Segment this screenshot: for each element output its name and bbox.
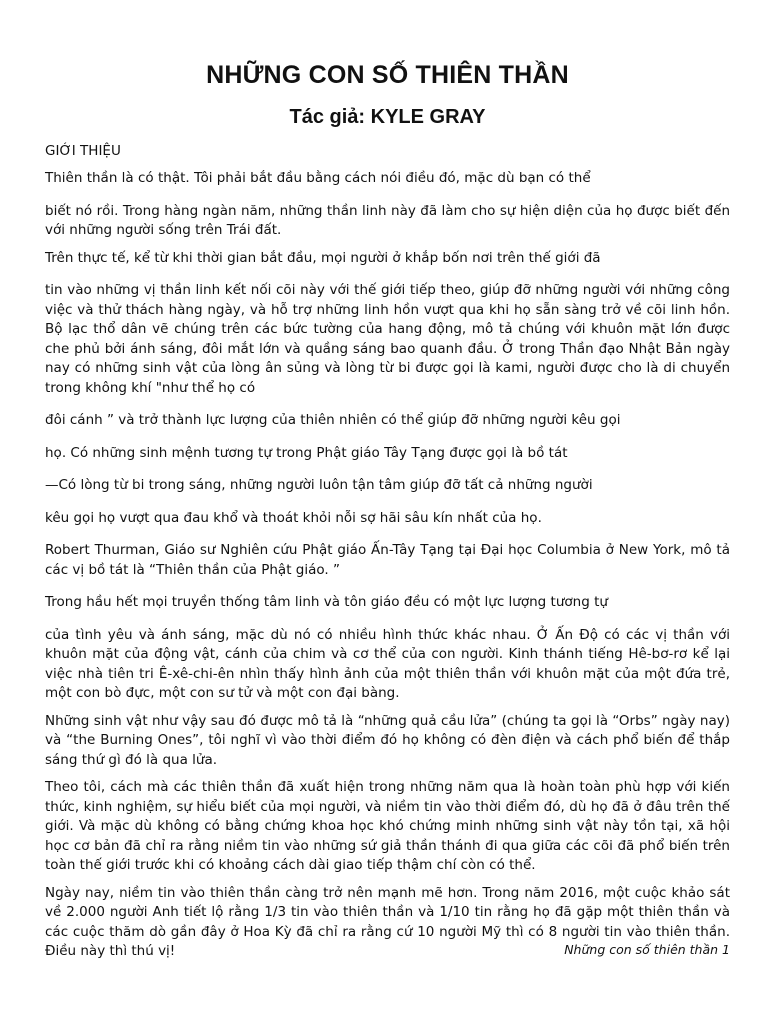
paragraph: kêu gọi họ vượt qua đau khổ và thoát khỏi nỗi sợ hãi sâu kín nhất của họ. (45, 509, 542, 526)
paragraph: Trong hầu hết mọi truyền thống tâm linh và tôn giáo đều có một lực lượng tương tự (45, 594, 608, 610)
paragraph: Những sinh vật như vậy sau đó được mô tả là “những quả cầu lửa” (chúng ta gọi là “Orbs” ngày nay) và “the Burning Ones”, tôi nghĩ vì vào thời điểm đó họ không có đèn điện và cách phổ biến để thắp sáng thứ gì đó là qua lửa. (45, 712, 730, 768)
paragraph: Thiên thần là có thật. Tôi phải bắt đầu bằng cách nói điều đó, mặc dù bạn có thể (45, 170, 591, 186)
section-heading: GIỚI THIỆU (45, 143, 121, 159)
paragraph: Ngày nay, niềm tin vào thiên thần càng trở nên mạnh mẽ hơn. Trong năm 2016, một cuộc khảo sát về 2.000 người Anh tiết lộ rằng 1/3 tin vào thiên thần và 1/10 tin rằng họ đã gặp một thiên thần và các cuộc thăm dò gần đây ở Hoa Kỳ đã chỉ ra rằng cứ 10 người Mỹ thì có 8 người tin vào thiên thần. Điều này thì thú vị! (45, 884, 730, 959)
paragraph: biết nó rồi. Trong hàng ngàn năm, những thần linh này đã làm cho sự hiện diện của họ được biết đến với những người sống trên Trái đất. (45, 202, 730, 238)
paragraph: Trên thực tế, kể từ khi thời gian bắt đầu, mọi người ở khắp bốn nơi trên thế giới đã (45, 249, 601, 266)
paragraph: tin vào những vị thần linh kết nối cõi này với thế giới tiếp theo, giúp đỡ những người với những công việc và thử thách hàng ngày, và hỗ trợ những linh hồn vượt qua khi họ sẵn sàng trở về cõi linh hồn. Bộ lạc thổ dân vẽ chúng trên các bức tường của hang động, mô tả chúng với khuôn mặt lớn được che phủ bởi ánh sáng, đôi mắt lớn và quầng sáng bao quanh đầu. Ở trong Thần đạo Nhật Bản ngày nay có những sinh vật của lòng ân sủng và lòng từ bi được gọi là kami, người được cho là di chuyển trong không khí "như thể họ có (45, 282, 730, 396)
paragraph: đôi cánh ” và trở thành lực lượng của thiên nhiên có thể giúp đỡ những người kêu gọi (45, 412, 621, 428)
paragraph: của tình yêu và ánh sáng, mặc dù nó có nhiều hình thức khác nhau. Ở Ấn Độ có các vị thần với khuôn mặt của động vật, cánh của chim và cơ thể của con người. Kinh thánh tiếng Hê-bơ-rơ kể lại việc nhà tiên tri Ê-xê-chi-ên nhìn thấy hình ảnh của một thiên thần với khuôn mặt của một đứa trẻ, một con bò đực, một con sư tử và một con đại bàng. (45, 626, 730, 701)
paragraph: Robert Thurman, Giáo sư Nghiên cứu Phật giáo Ấn-Tây Tạng tại Đại học Columbia ở New York, mô tả các vị bồ tát là “Thiên thần của Phật giáo. ” (45, 542, 730, 578)
paragraph: —Có lòng từ bi trong sáng, những người luôn tận tâm giúp đỡ tất cả những người (45, 477, 593, 493)
paragraph: họ. Có những sinh mệnh tương tự trong Phật giáo Tây Tạng được gọi là bồ tát (45, 444, 568, 461)
page-footer: Những con số thiên thần 1 (564, 942, 730, 957)
document-title: NHỮNG CON SỐ THIÊN THẦN (206, 61, 569, 89)
document-page (45, 58, 730, 962)
document-author: Tác giả: KYLE GRAY (289, 106, 486, 128)
paragraph: Theo tôi, cách mà các thiên thần đã xuất hiện trong những năm qua là hoàn toàn phù hợp với kiến thức, kinh nghiệm, sự hiểu biết của mọi người, và niềm tin vào thời điểm đó, dù họ đã ở đâu trên thế giới. Và mặc dù không có bằng chứng khoa học khó chứng minh những sinh vật này tồn tại, xã hội học cơ bản đã chỉ ra rằng niềm tin vào những sứ giả thần thánh đi qua giữa các cõi đã phổ biến trên toàn thế giới trước khi có khoảng cách dài giao tiếp thậm chí còn có thể. (45, 779, 730, 873)
